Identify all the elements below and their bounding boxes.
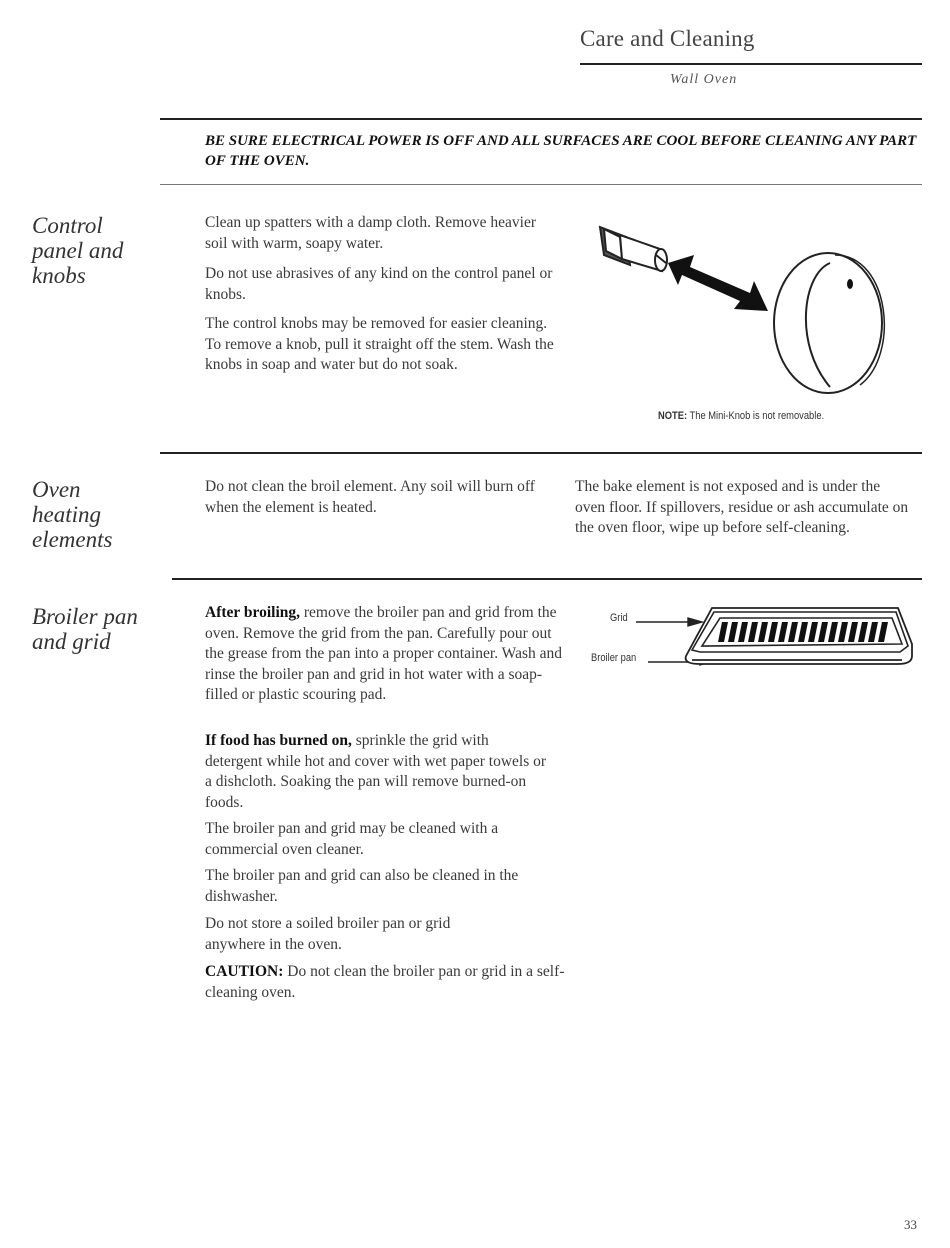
section-title-control-panel: Control panel and knobs	[32, 213, 124, 288]
knob-removal-illustration	[590, 215, 910, 405]
broiler-p2-text: sprinkle the grid with detergent while hot and cover with wet paper towels or a dishcloth. Soaking the pan will remove burned-on foods.	[205, 732, 547, 811]
broiler-paragraph-5: Do not store a soiled broiler pan or grid anywhere in the oven.	[205, 915, 451, 953]
control-knob-icon	[774, 253, 884, 393]
note-label: NOTE:	[658, 410, 688, 422]
broiler-p2-lead: If food has burned on,	[205, 732, 352, 749]
section-rule-heating	[160, 452, 922, 454]
broiler-paragraph-1	[205, 603, 567, 706]
double-arrow-icon	[668, 255, 768, 311]
broiler-p1-lead: After broiling,	[205, 604, 301, 621]
broiler-paragraph-4: The broiler pan and grid can also be cleaned in the dishwasher.	[205, 867, 519, 905]
heating-column-1: Do not clean the broil element. Any soil will burn off when the element is heated.	[205, 478, 535, 516]
section-title-heating-elements: Oven heating elements	[32, 477, 113, 552]
warning-top-rule	[160, 118, 922, 120]
page-number: 33	[904, 1217, 917, 1232]
safety-warning: BE SURE ELECTRICAL POWER IS OFF AND ALL SURFACES ARE COOL BEFORE CLEANING ANY PART OF THE OVEN.	[205, 133, 917, 169]
broiler-caution-text: Do not clean the broiler pan or grid in a self-cleaning oven.	[205, 963, 565, 1001]
broiler-paragraph-2	[205, 731, 550, 813]
mini-knob-note	[658, 410, 824, 422]
control-paragraph-2: Do not use abrasives of any kind on the control panel or knobs.	[205, 265, 553, 303]
page-header-subtitle: Wall Oven	[670, 72, 738, 87]
control-paragraph-3: The control knobs may be removed for easier cleaning. To remove a knob, pull it straight off the stem. Wash the knobs in soap and water but do not soak.	[205, 315, 554, 373]
heating-column-2: The bake element is not exposed and is under the oven floor. If spillovers, residue or ash accumulate on the oven floor, wipe up before self-cleaning.	[575, 478, 909, 536]
broiler-pan-callout-label: Broiler pan	[591, 652, 637, 664]
knob-stem-icon	[600, 227, 667, 271]
control-paragraph-1: Clean up spatters with a damp cloth. Remove heavier soil with warm, soapy water.	[205, 214, 537, 252]
grid-slots	[718, 622, 888, 642]
broiler-p1-text: remove the broiler pan and grid from the oven. Remove the grid from the pan. Carefully pour out the grease from the pan into a proper container. Wash and rinse the broiler pan and grid in hot water with a soap-filled or plastic scouring pad.	[205, 604, 562, 703]
broiler-paragraph-3: The broiler pan and grid may be cleaned with a commercial oven cleaner.	[205, 820, 499, 858]
broiler-paragraph-6	[205, 962, 565, 1003]
warning-bottom-rule	[160, 184, 922, 185]
page-header-title: Care and Cleaning	[580, 26, 755, 51]
broiler-caution-label: CAUTION:	[205, 963, 284, 980]
note-text: The Mini-Knob is not removable.	[687, 410, 825, 422]
section-rule-broiler	[172, 578, 922, 580]
header-rule	[580, 63, 922, 65]
broiler-pan-illustration	[630, 600, 920, 675]
section-title-broiler-pan: Broiler pan and grid	[32, 604, 138, 654]
grid-callout-label: Grid	[610, 612, 628, 624]
